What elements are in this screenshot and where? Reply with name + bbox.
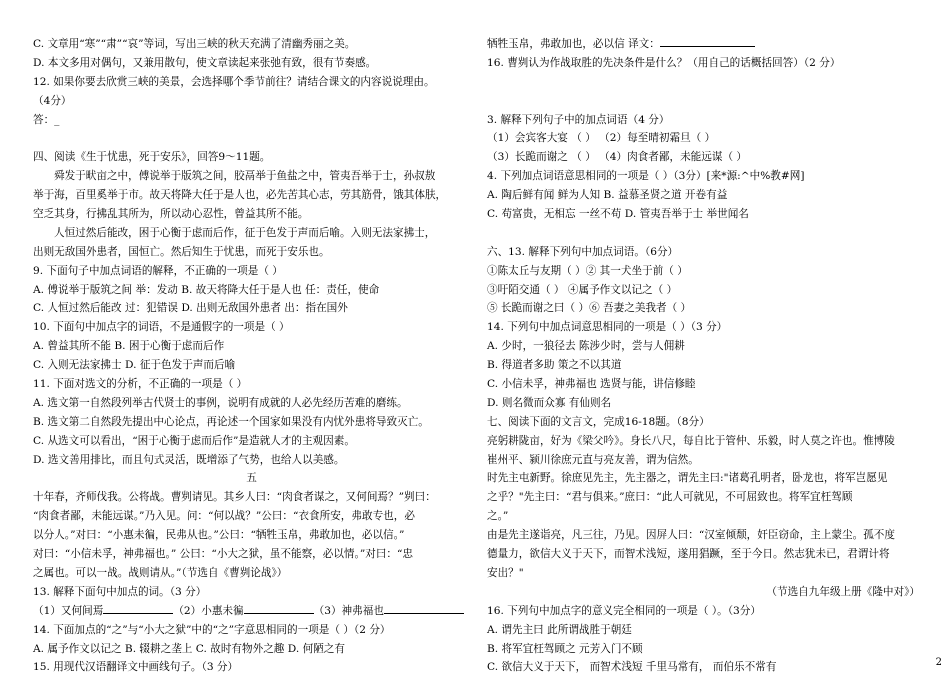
- text-line: [33, 658, 470, 677]
- text-line: [487, 621, 924, 640]
- text-line: [33, 148, 470, 167]
- text-line: [33, 243, 470, 262]
- text-line: [487, 318, 924, 337]
- line-text: 对曰：“小信未孚，神弗福也。” 公曰：“小大之狱，虽不能察，必以情。”对曰：“忠: [33, 548, 414, 561]
- text-line: [33, 35, 470, 54]
- text-line: [487, 545, 924, 564]
- text-line: [33, 111, 470, 130]
- line-text: 四、阅读《生于忧患，死于安乐》，回答9～11题。: [33, 151, 271, 164]
- text-line: [487, 167, 924, 186]
- line-text: 空乏其身，行拂乱其所为，所以动心忍性，曾益其所不能。: [33, 208, 309, 221]
- line-text: 15. 用现代汉语翻译文中画线句子。（3 分）: [33, 661, 239, 674]
- line-text: A. 傅说举于版筑之间 举：发动 B. 故天将降大任于是人也 任：责任，使命: [33, 283, 380, 296]
- text-line: [33, 640, 470, 659]
- page-number: 2: [935, 657, 942, 668]
- line-text: 崔州平、颍川徐庶元直与亮友善，谓为信然。: [487, 453, 699, 466]
- text-line: [33, 469, 470, 488]
- text-line: [487, 35, 924, 54]
- line-text: B. 选文第二自然段先提出中心论点，再论述一个国家如果没有内忧外患将导致灭亡。: [33, 415, 429, 428]
- left-column: [33, 35, 470, 677]
- line-text: C. 苟富贵，无相忘 一丝不苟 D. 管夷吾举于士 举世闻名: [487, 208, 749, 221]
- text-line: [33, 526, 470, 545]
- text-line: [33, 602, 470, 621]
- text-line: [33, 167, 470, 186]
- line-text: C. 入则无法家拂士 D. 征于色发于声而后喻: [33, 359, 236, 372]
- text-line: [487, 451, 924, 470]
- text-line: [487, 224, 924, 243]
- line-text: 16. 曹刿认为作战取胜的先决条件是什么？（用自己的话概括回答）（2 分）: [487, 56, 841, 69]
- text-line: [33, 299, 470, 318]
- line-text: 13. 解释下面句中加点的词。（3 分）: [33, 585, 207, 598]
- line-text: C. 从选文可以看出，“困于心衡于虑而后作”是造就人才的主观因素。: [33, 434, 355, 447]
- text-line: [33, 621, 470, 640]
- text-line: [33, 54, 470, 73]
- answer-blank[interactable]: [244, 602, 314, 614]
- text-line: [33, 92, 470, 111]
- text-line: [487, 129, 924, 148]
- right-column: [487, 35, 924, 677]
- line-text: （3）神弗福也: [313, 604, 384, 617]
- text-line: [33, 186, 470, 205]
- line-text: 舜发于畎亩之中，傅说举于版筑之间，胶鬲举于鱼盐之中，管夷吾举于士，孙叔敖: [54, 170, 436, 183]
- answer-blank[interactable]: [103, 602, 173, 614]
- text-line: [487, 243, 924, 262]
- line-text: ⑤ 长跪而谢之曰（ ）⑥ 吾妻之美我者（ ）: [487, 302, 692, 315]
- answer-blank[interactable]: [384, 602, 464, 614]
- line-text: 六、13. 解释下列句中加点词语。（6分）: [487, 245, 679, 258]
- text-line: [33, 432, 470, 451]
- line-text: 之属也。可以一战。战则请从。”（节选自《曹刿论战》）: [33, 566, 288, 579]
- line-text: 亮躬耕陇亩，好为《梁父吟》。身长八尺，每自比于管仲、乐毅，时人莫之许也。惟博陵: [487, 434, 895, 447]
- line-text: D. 选文善用排比，而且句式灵活，既增添了气势，也给人以美感。: [33, 453, 345, 466]
- line-text: （4分）: [33, 94, 72, 107]
- line-text: A. 属予作文以记之 B. 辍耕之垄上 C. 故时有物外之趣 D. 何陋之有: [33, 642, 345, 655]
- line-text: B. 将军宜枉驾顾之 元芳入门不顾: [487, 642, 643, 655]
- text-line: [33, 488, 470, 507]
- line-text: 德量力，欲信大义于天下，而智术浅短，遂用猖蹶，至于今日。然志犹未已，君谓计将: [487, 548, 890, 561]
- line-text: （1）又何间焉: [33, 604, 104, 617]
- text-line: [33, 451, 470, 470]
- line-text: 安出？": [487, 566, 524, 579]
- line-text: ③吁陌交通（ ） ④属予作文以记之（ ）: [487, 283, 678, 296]
- line-text: 人恒过然后能改，困于心衡于虑而后作，征于色发于声而后喻。入则无法家拂士，: [54, 226, 436, 239]
- line-text: A. 曾益其所不能 B. 困于心衡于虑而后作: [33, 340, 225, 353]
- text-line: [487, 205, 924, 224]
- text-line: [33, 281, 470, 300]
- line-text: 14. 下面加点的“之”与“小大之狱”中的“之”字意思相同的一项是（ ）（2 分）: [33, 623, 391, 636]
- answer-blank[interactable]: [660, 35, 755, 47]
- text-line: [487, 658, 924, 677]
- line-text: A. 谓先主曰 此所谓战胜于朝廷: [487, 623, 632, 636]
- text-line: [487, 564, 924, 583]
- line-text: C. 人恒过然后能改 过：犯错误 D. 出则无敌国外患者 出：指在国外: [33, 302, 348, 315]
- line-text: 十年春，齐师伐我。公将战。曹刿请见。其乡人曰：“肉食者谋之，又何间焉？”刿曰：: [33, 491, 436, 504]
- text-line: [487, 356, 924, 375]
- text-line: [487, 186, 924, 205]
- line-text: 14. 下列句中加点词意思相同的一项是（ ）（3 分）: [487, 321, 728, 334]
- text-line: [487, 111, 924, 130]
- text-line: [33, 564, 470, 583]
- line-text: 出则无敌国外患者，国恒亡。然后知生于忧患，而死于安乐也。: [33, 245, 330, 258]
- line-text: 9. 下面句子中加点词语的解释，不正确的一项是（ ）: [33, 264, 283, 277]
- line-text: B. 得道者多助 策之不以其道: [487, 359, 622, 372]
- text-line: [487, 432, 924, 451]
- text-line: [487, 148, 924, 167]
- text-line: [33, 375, 470, 394]
- line-text: C. 欲信大义于天下， 而智术浅短 千里马常有， 而伯乐不常有: [487, 661, 777, 674]
- text-line: [487, 507, 924, 526]
- line-text: 4. 下列加点词语意思相同的一项是（ ）（3分）[来*源:^中%教#网]: [487, 170, 805, 183]
- line-text: 3. 解释下列句子中的加点词语（4 分）: [487, 113, 670, 126]
- line-text: ①陈太丘与友期（ ）② 其一犬坐于前（ ）: [487, 264, 688, 277]
- line-text: A. 选文第一自然段列举古代贤士的事例，说明有成就的人必先经历苦难的磨练。: [33, 396, 408, 409]
- line-text: （2）小惠未徧: [173, 604, 244, 617]
- text-line: [487, 413, 924, 432]
- line-text: 时先主屯新野。徐庶见先主，先主器之，谓先主曰:"诸葛孔明者，卧龙也，将军岂愿见: [487, 472, 888, 485]
- line-text: 由是先主遂诣亮，凡三往，乃见。因屏人曰：“汉室倾颓，奸臣窃命，主上蒙尘。孤不度: [487, 529, 895, 542]
- line-text: 以分人。”对曰：“小惠未徧，民弗从也。”公曰：“牺牲玉帛，弗敢加也，必以信。”: [33, 529, 405, 542]
- text-line: [487, 54, 924, 73]
- text-line: [33, 262, 470, 281]
- line-text: 五: [246, 472, 257, 485]
- text-line: [487, 375, 924, 394]
- text-line: [33, 583, 470, 602]
- text-line: [487, 583, 924, 602]
- text-line: [487, 602, 924, 621]
- line-text: 牺牲玉帛，弗敢加也，必以信 译文：: [487, 38, 660, 50]
- line-text: （3）长跪而谢之 （ ） （4）肉食者鄙，未能远谋（ ）: [487, 151, 748, 164]
- line-text: C. 文章用“寒”“肃”“哀”等词，写出三峡的秋天充满了清幽秀丽之美。: [33, 38, 356, 50]
- line-text: （1）会宾客大宴 （ ） （2）每至晴初霜旦（ ）: [487, 132, 716, 145]
- line-text: 11. 下面对选文的分析，不正确的一项是（ ）: [33, 378, 248, 391]
- line-text: 答：_: [33, 113, 60, 126]
- text-line: [33, 356, 470, 375]
- line-text: 16. 下列句中加点字的意义完全相同的一项是（ ）。（3分）: [487, 604, 761, 617]
- line-text: 12. 如果你要去欣赏三峡的美景，会选择哪个季节前往？请结合课文的内容说说理由。: [33, 75, 435, 88]
- text-line: [487, 337, 924, 356]
- text-line: [487, 281, 924, 300]
- line-text: 之乎？"先主曰：“君与俱来。”庶曰：“此人可就见，不可屈致也。将军宜枉驾顾: [487, 491, 853, 504]
- line-text: 之。”: [487, 510, 509, 523]
- line-text: A. 陶后鲜有闻 鲜为人知 B. 益慕圣贤之道 开卷有益: [487, 189, 728, 202]
- line-text: D. 本文多用对偶句，又兼用散句，使文章读起来张弛有致，很有节奏感。: [33, 56, 377, 69]
- text-line: [33, 337, 470, 356]
- text-line: [487, 640, 924, 659]
- line-text: 10. 下面句中加点字的词语，不是通假字的一项是（ ）: [33, 321, 290, 334]
- text-line: [487, 488, 924, 507]
- text-line: [487, 299, 924, 318]
- line-text: C. 小信未孚，神弗福也 选贤与能，讲信修睦: [487, 378, 696, 391]
- text-line: [33, 545, 470, 564]
- line-text: D. 则名微而众寡 有仙则名: [487, 396, 612, 409]
- text-line: [33, 394, 470, 413]
- line-text: “肉食者鄙，未能远谋。”乃入见。问：“何以战？”公曰：“衣食所安，弗敢专也，必: [33, 510, 415, 523]
- text-line: [487, 394, 924, 413]
- text-line: [487, 469, 924, 488]
- text-line: [487, 92, 924, 111]
- text-line: [33, 224, 470, 243]
- text-line: [33, 318, 470, 337]
- line-text: A. 少时，一狼径去 陈涉少时，尝与人佣耕: [487, 340, 685, 353]
- text-line: [33, 129, 470, 148]
- line-text: （节选自九年级上册《隆中对》）: [766, 585, 920, 598]
- text-line: [487, 73, 924, 92]
- line-text: 七、阅读下面的文言文，完成16-18题。（8分）: [487, 415, 710, 428]
- text-line: [487, 262, 924, 281]
- text-line: [33, 73, 470, 92]
- text-line: [487, 526, 924, 545]
- text-line: [33, 507, 470, 526]
- line-text: 举于海，百里奚举于市。故天将降大任于是人也，必先苦其心志，劳其筋骨，饿其体肤，: [33, 189, 447, 202]
- text-line: [33, 413, 470, 432]
- text-line: [33, 205, 470, 224]
